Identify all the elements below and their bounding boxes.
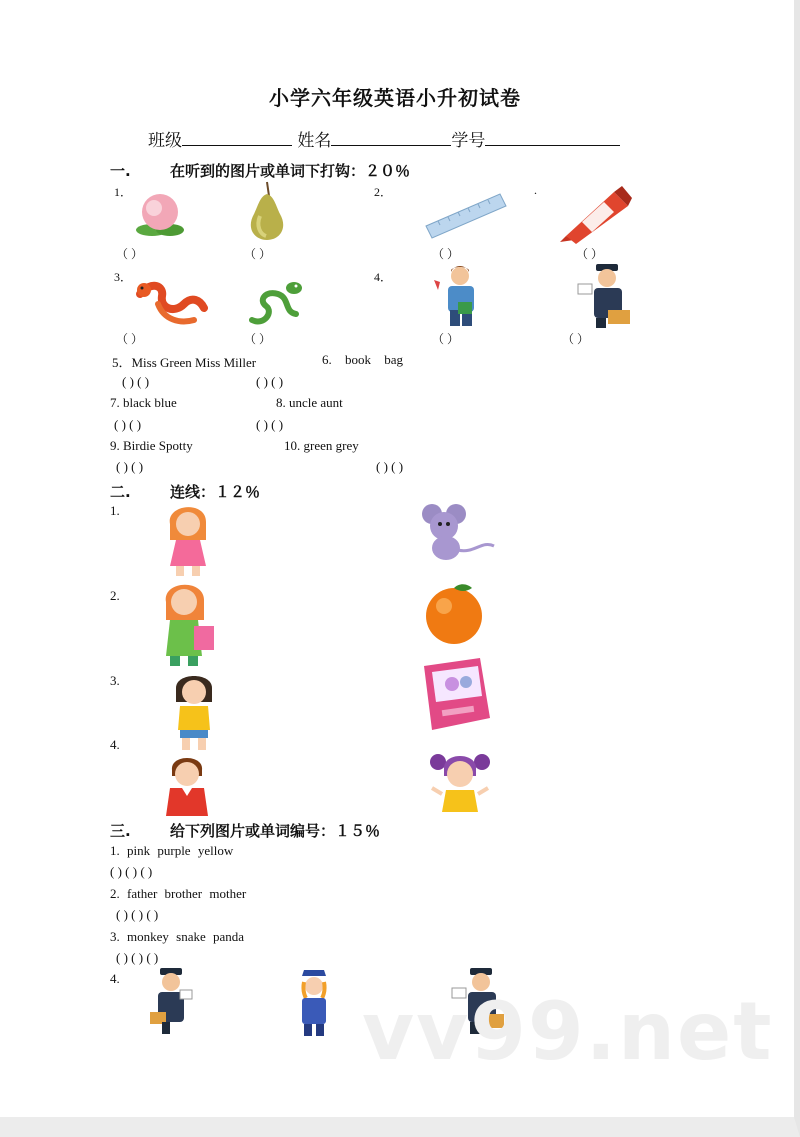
item2-dot: .	[534, 183, 537, 197]
q8-answers: ( ) ( )	[256, 417, 284, 432]
number-label: 学号	[451, 131, 486, 151]
name-label: 姓名	[297, 131, 332, 151]
q10-answers: ( ) ( )	[376, 459, 404, 474]
paren-3: （ ）	[432, 247, 460, 261]
item2-number: 2．	[374, 185, 393, 199]
paren-8: （ ）	[562, 332, 590, 346]
paren-1: （ ）	[116, 247, 144, 261]
q6-answers: ( ) ( )	[256, 374, 284, 389]
book-icon	[418, 656, 494, 734]
dragon-icon	[134, 274, 208, 328]
s3-q1-answers: ( ) ( ) ( )	[110, 864, 153, 879]
name-blank	[331, 129, 451, 146]
s3-q3-answers: ( ) ( ) ( )	[116, 950, 159, 965]
postman-icon	[574, 262, 636, 330]
item3-number: 3．	[114, 270, 133, 284]
section1-number: 一.	[110, 162, 131, 180]
orange-icon	[420, 580, 488, 648]
match-item-4: 4.	[110, 737, 120, 752]
section3-heading	[110, 820, 380, 841]
s3-q4-number: 4.	[110, 971, 120, 986]
paren-6: （ ）	[244, 332, 272, 346]
paren-2: （ ）	[244, 247, 272, 261]
student-info-line	[148, 126, 620, 151]
mouse-icon	[414, 502, 498, 566]
pear-icon	[240, 180, 294, 242]
section2-title: 连线：１２％	[170, 483, 261, 501]
paren-4: （ ）	[576, 247, 604, 261]
boy-icon	[430, 262, 486, 328]
policewoman-icon	[294, 968, 334, 1038]
s3-q3-words: 3. monkey snake panda	[110, 929, 245, 944]
watermark: vv99.net	[362, 985, 774, 1078]
q10-words: 10. green grey	[284, 438, 359, 453]
snake-icon	[244, 276, 308, 328]
item4-number: 4．	[374, 270, 393, 284]
section3-number: 三.	[110, 822, 131, 840]
section2-number: 二.	[110, 483, 131, 501]
peach-icon	[130, 188, 190, 240]
page-title: 小学六年级英语小升初试卷	[269, 86, 521, 110]
q7-answers: ( ) ( )	[114, 417, 142, 432]
q6-words: 6. book bag	[322, 352, 404, 367]
girl-pink-icon	[160, 500, 216, 578]
q9-words: 9. Birdie Spotty	[110, 438, 193, 453]
match-item-2: 2.	[110, 588, 120, 603]
s3-q2-answers: ( ) ( ) ( )	[116, 907, 159, 922]
paren-5: （ ）	[116, 332, 144, 346]
q7-words: 7. black blue	[110, 395, 177, 410]
section1-title: 在听到的图片或单词下打钩：２０％	[170, 162, 411, 180]
class-blank	[182, 129, 292, 146]
q5-words: 5．Miss Green Miss Miller	[112, 355, 257, 370]
s3-q2-words: 2. father brother mother	[110, 886, 247, 901]
class-label: 班级	[148, 131, 182, 151]
section2-heading	[110, 481, 260, 502]
ruler-icon	[424, 190, 508, 242]
girl-pigtails-icon	[428, 748, 492, 814]
match-item-3: 3.	[110, 673, 120, 688]
number-blank	[485, 129, 620, 146]
crayon-icon	[560, 186, 632, 244]
postman-icon	[146, 966, 196, 1036]
q8-words: 8. uncle aunt	[276, 395, 343, 410]
q5-answers: ( ) ( )	[122, 374, 150, 389]
section3-title: 给下列图片或单词编号：１５％	[170, 822, 381, 840]
q9-answers: ( ) ( )	[116, 459, 144, 474]
item1-number: 1．	[114, 185, 133, 199]
match-item-1: 1.	[110, 503, 120, 518]
woman-icon	[150, 576, 222, 668]
boy-red-icon	[158, 752, 216, 818]
paren-7: （ ）	[432, 332, 460, 346]
section1-heading	[110, 160, 410, 181]
s3-q1-words: 1. pink purple yellow	[110, 843, 234, 858]
girl-yellow-icon	[164, 668, 224, 752]
